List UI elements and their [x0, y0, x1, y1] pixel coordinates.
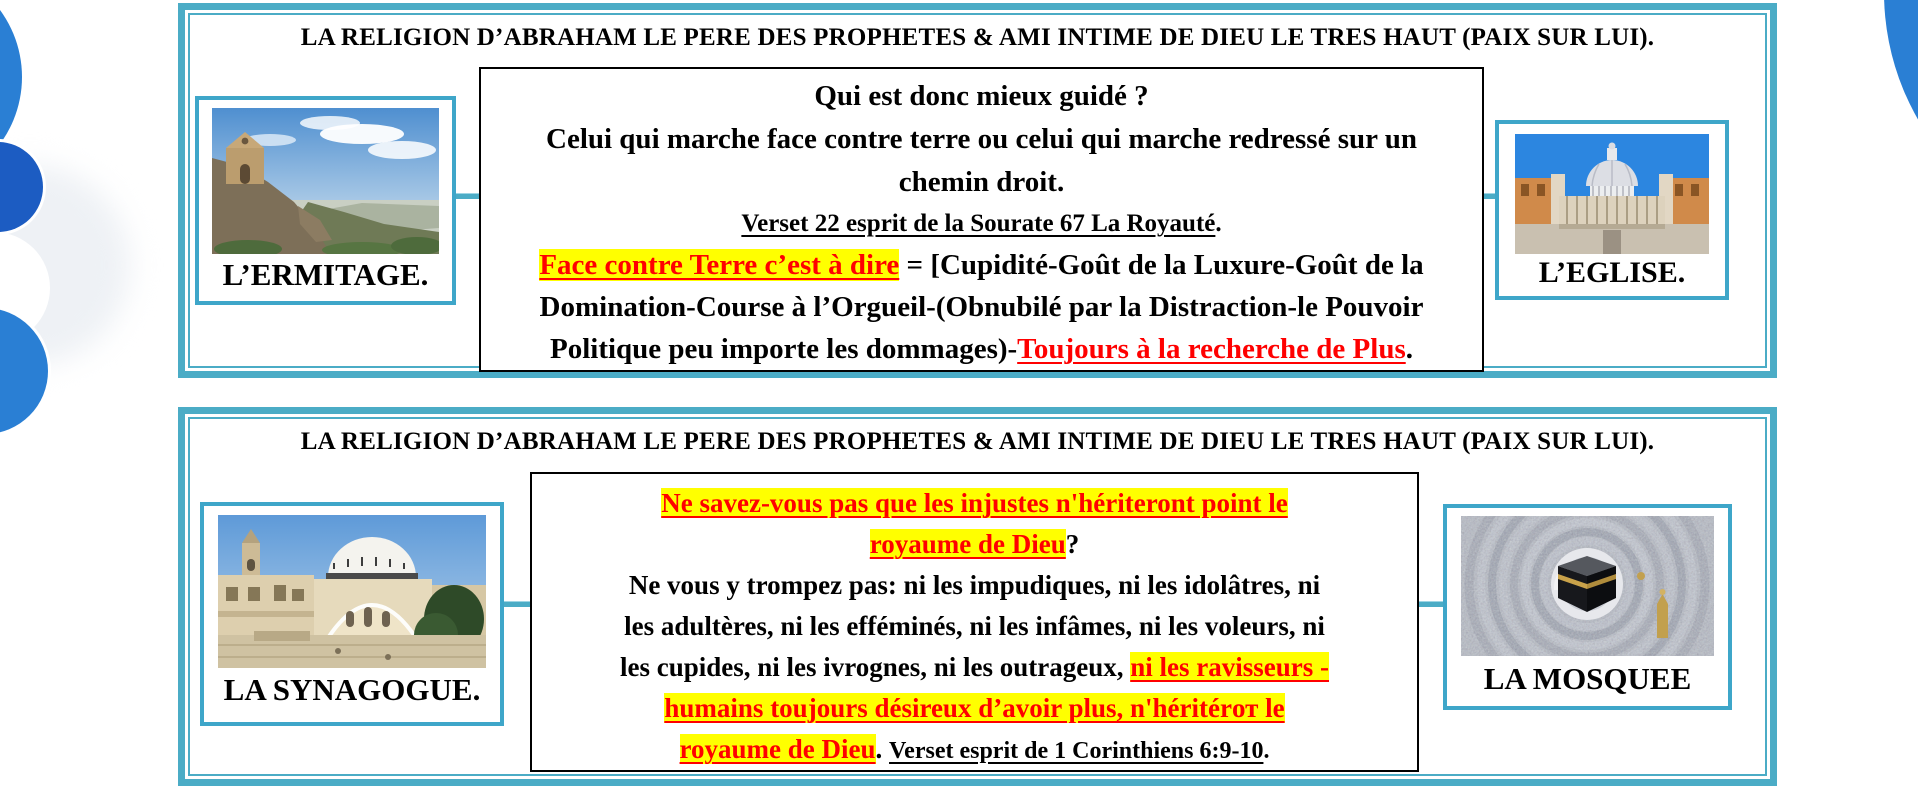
quote-box-bottom: [530, 472, 1419, 772]
church-label: L’EGLISE.: [1538, 256, 1686, 289]
quote-line: humains toujours désireux d’avoir plus, n'héritérот le: [664, 693, 1285, 723]
mosque-photo: [1461, 516, 1714, 656]
synagogue-photo: [218, 515, 486, 668]
connector-church: [1484, 193, 1495, 199]
quote-line: Face contre Terre c’est à dire = [Cupidité-Goût de la Luxure-Goût de la: [539, 249, 1424, 281]
hermitage-box: [195, 96, 456, 305]
church-photo: [1515, 134, 1709, 254]
synagogue-box: [200, 502, 504, 726]
panel-bottom: [178, 407, 1777, 786]
panel-top: [178, 3, 1777, 378]
connector-hermitage: [456, 193, 479, 199]
verse-reference-line: royaume de Dieu. Verset esprit de 1 Corinthiens 6:9-10.: [679, 734, 1270, 764]
connector-synagogue: [504, 601, 530, 607]
quote-line: Qui est donc mieux guidé ?: [814, 80, 1149, 112]
quote-line: Politique peu importe les dommages)-Toujours à la recherche de Plus.: [550, 333, 1413, 365]
synagogue-label: LA SYNAGOGUE.: [223, 672, 481, 707]
quote-line: chemin droit.: [898, 166, 1065, 198]
verse-reference-line: Verset 22 esprit de la Sourate 67 La Royauté.: [741, 210, 1222, 237]
church-box: [1495, 120, 1729, 300]
mosque-label: LA MOSQUEE: [1483, 661, 1692, 696]
quote-box-top: [479, 67, 1484, 372]
hermitage-label: L’ERMITAGE.: [222, 257, 429, 292]
quote-line: Domination-Course à l’Orgueil-(Obnubilé par la Distraction-le Pouvoir: [539, 291, 1424, 323]
quote-line: Ne savez-vous pas que les injustes n'hériteront point le: [661, 488, 1288, 518]
quote-line: Ne vous y trompez pas: ni les impudiques, ni les idolâtres, ni: [628, 570, 1321, 600]
quote-line: les cupides, ni les ivrognes, ni les outrageux, ni les ravisseurs -: [619, 652, 1330, 682]
decor-circle-right-top: [1884, 0, 1918, 248]
quote-line: les adultères, ni les efféminés, ni les infâmes, ni les voleurs, ni: [624, 611, 1325, 641]
panel-bottom-title: LA RELIGION D’ABRAHAM LE PERE DES PROPHETES & AMI INTIME DE DIEU LE TRES HAUT (PAIX SUR LUI).: [300, 428, 1655, 455]
quote-line: Celui qui marche face contre terre ou celui qui marche redressé sur un: [546, 123, 1417, 155]
panel-top-title: LA RELIGION D’ABRAHAM LE PERE DES PROPHETES & AMI INTIME DE DIEU LE TRES HAUT (PAIX SUR LUI).: [300, 24, 1655, 51]
quote-line: royaume de Dieu?: [869, 529, 1080, 559]
mosque-box: [1443, 504, 1732, 710]
connector-mosque: [1419, 601, 1443, 607]
hermitage-photo: [212, 108, 439, 254]
